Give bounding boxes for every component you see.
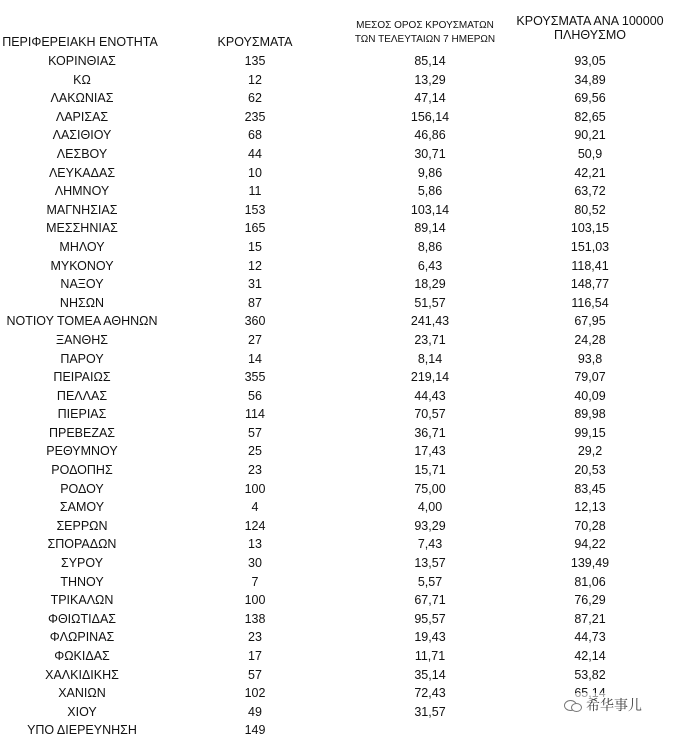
cell-region: ΣΠΟΡΑΔΩΝ xyxy=(47,537,117,552)
table-row xyxy=(0,721,683,740)
cell-cases: 135 xyxy=(244,54,266,68)
table-row xyxy=(0,312,683,331)
watermark xyxy=(560,693,646,717)
cell-region: ΝΑΞΟΥ xyxy=(60,277,104,292)
table-row xyxy=(0,647,683,666)
cell-region: ΚΩ xyxy=(73,72,91,87)
cell-region: ΚΟΡΙΝΘΙΑΣ xyxy=(48,54,116,68)
cell-per100k: 151,03 xyxy=(570,239,610,254)
cell-region: ΛΑΚΩΝΙΑΣ xyxy=(50,91,114,106)
table-row xyxy=(0,405,683,424)
cell-per100k: 70,28 xyxy=(574,518,606,533)
cell-avg: 15,71 xyxy=(414,463,446,478)
table-row xyxy=(0,554,683,573)
cell-region: ΦΘΙΩΤΙΔΑΣ xyxy=(47,611,117,626)
table-row xyxy=(0,461,683,480)
cell-cases: 12 xyxy=(248,258,262,273)
cell-region: ΧΑΝΙΩΝ xyxy=(58,686,106,701)
table-row xyxy=(0,126,683,145)
cell-avg: 8,14 xyxy=(417,351,443,366)
header-per100k-line1: ΚΡΟΥΣΜΑΤΑ ΑΝΑ 100000 xyxy=(516,14,664,28)
table-row xyxy=(0,350,683,369)
table-row xyxy=(0,219,683,238)
cell-cases: 4 xyxy=(251,500,259,515)
cell-per100k: 12,13 xyxy=(574,500,606,515)
cell-avg: 11,71 xyxy=(414,649,446,663)
cell-per100k: 53,82 xyxy=(574,667,606,682)
cell-avg: 93,29 xyxy=(414,518,446,533)
cell-avg: 17,43 xyxy=(414,444,446,459)
table-row xyxy=(0,535,683,554)
cell-per100k: 81,06 xyxy=(574,574,606,589)
table-row xyxy=(0,145,683,164)
cell-region: ΜΗΛΟΥ xyxy=(59,239,105,254)
table-row xyxy=(0,257,683,276)
table-row xyxy=(0,442,683,461)
cell-cases: 87 xyxy=(248,295,262,310)
header-per100k xyxy=(515,14,665,42)
cell-cases: 149 xyxy=(244,723,266,738)
cell-per100k: 29,2 xyxy=(577,444,603,459)
cell-region: ΜΑΓΝΗΣΙΑΣ xyxy=(46,202,118,217)
cell-avg: 5,86 xyxy=(417,184,443,199)
cell-cases: 62 xyxy=(248,91,262,106)
table-row xyxy=(0,666,683,685)
cell-avg: 85,14 xyxy=(414,54,446,68)
cell-avg: 31,57 xyxy=(414,704,446,719)
cell-per100k: 93,05 xyxy=(574,54,606,68)
cell-cases: 153 xyxy=(244,202,266,217)
cell-region: ΜΥΚΟΝΟΥ xyxy=(50,258,114,273)
cell-region: ΣΕΡΡΩΝ xyxy=(56,518,108,533)
header-region: ΠΕΡΙΦΕΡΕΙΑΚΗ ΕΝΟΤΗΤΑ xyxy=(2,35,158,49)
cell-per100k: 80,52 xyxy=(574,202,606,217)
cell-per100k: 24,28 xyxy=(574,332,606,347)
table-row xyxy=(0,201,683,220)
cell-region: ΛΑΡΙΣΑΣ xyxy=(55,109,109,124)
cell-avg: 156,14 xyxy=(410,109,450,124)
cell-cases: 165 xyxy=(244,221,266,236)
cell-per100k: 79,07 xyxy=(574,370,606,385)
cell-avg: 35,14 xyxy=(414,667,446,682)
cell-per100k: 42,14 xyxy=(574,649,606,663)
cell-cases: 10 xyxy=(248,165,262,180)
cell-cases: 114 xyxy=(245,407,265,422)
table-row xyxy=(0,424,683,443)
header-cases: ΚΡΟΥΣΜΑΤΑ xyxy=(217,35,293,49)
cell-per100k: 44,73 xyxy=(574,630,606,645)
cell-cases: 17 xyxy=(248,649,262,663)
cell-cases: 25 xyxy=(248,444,262,459)
cell-region: ΠΑΡΟΥ xyxy=(60,351,104,366)
cell-avg: 51,57 xyxy=(414,295,446,310)
table-body xyxy=(0,52,683,740)
cell-region: ΡΕΘΥΜΝΟΥ xyxy=(46,444,118,459)
cell-cases: 138 xyxy=(244,611,266,626)
cell-cases: 102 xyxy=(244,686,266,701)
cell-cases: 100 xyxy=(244,593,266,608)
cell-region: ΣΑΜΟΥ xyxy=(59,500,105,515)
cell-avg: 219,14 xyxy=(410,370,450,385)
cell-cases: 23 xyxy=(248,463,262,478)
cell-cases: 235 xyxy=(244,109,266,124)
table-row xyxy=(0,108,683,127)
cell-region: ΧΑΛΚΙΔΙΚΗΣ xyxy=(45,667,119,682)
cell-region: ΠΕΛΛΑΣ xyxy=(56,388,108,403)
cell-per100k: 87,21 xyxy=(574,611,606,626)
cell-avg: 4,00 xyxy=(417,500,443,515)
header-avg xyxy=(335,19,515,47)
cell-avg: 5,57 xyxy=(417,574,443,589)
table-row xyxy=(0,164,683,183)
cell-cases: 14 xyxy=(248,351,262,366)
table-row xyxy=(0,573,683,592)
cell-per100k: 148,77 xyxy=(570,277,610,292)
cell-region: ΠΕΙΡΑΙΩΣ xyxy=(53,370,111,385)
cell-cases: 355 xyxy=(244,370,266,385)
cell-per100k: 42,21 xyxy=(574,165,606,180)
cell-avg: 241,43 xyxy=(410,314,450,329)
cell-region: ΛΕΣΒΟΥ xyxy=(56,146,108,161)
cell-avg: 23,71 xyxy=(414,332,446,347)
cell-avg: 13,29 xyxy=(414,72,446,87)
cell-avg: 67,71 xyxy=(414,593,446,608)
cell-avg: 89,14 xyxy=(414,221,446,236)
cell-per100k: 40,09 xyxy=(574,388,606,403)
cell-per100k: 76,29 xyxy=(574,593,606,608)
table-row xyxy=(0,591,683,610)
cell-per100k: 67,95 xyxy=(574,314,606,329)
cell-avg: 6,43 xyxy=(417,258,443,273)
table-row xyxy=(0,182,683,201)
watermark-text: 希华事儿 xyxy=(586,697,642,713)
cell-avg: 46,86 xyxy=(414,128,446,143)
cell-region: ΞΑΝΘΗΣ xyxy=(56,332,108,347)
cell-region: ΠΙΕΡΙΑΣ xyxy=(57,407,107,422)
cell-cases: 7 xyxy=(251,574,259,589)
cell-cases: 15 xyxy=(248,239,262,254)
cell-per100k: 99,15 xyxy=(574,425,606,440)
cell-per100k: 50,9 xyxy=(577,146,603,161)
cell-region: ΛΕΥΚΑΔΑΣ xyxy=(48,165,116,180)
cell-region: ΡΟΔΟΥ xyxy=(60,481,104,496)
cell-per100k: 82,65 xyxy=(574,109,606,124)
cell-per100k: 94,22 xyxy=(574,537,606,552)
cell-cases: 27 xyxy=(248,332,262,347)
cell-avg: 72,43 xyxy=(414,686,446,701)
table-row xyxy=(0,294,683,313)
cell-per100k: 34,89 xyxy=(574,72,606,87)
cell-region: ΥΠΟ ΔΙΕΡΕΥΝΗΣΗ xyxy=(27,723,137,738)
cell-avg: 95,57 xyxy=(414,611,446,626)
cell-cases: 57 xyxy=(248,667,262,682)
table-row xyxy=(0,52,683,71)
cell-region: ΝΟΤΙΟΥ ΤΟΜΕΑ ΑΘΗΝΩΝ xyxy=(6,314,158,329)
cell-avg: 30,71 xyxy=(414,146,446,161)
cell-avg: 70,57 xyxy=(414,407,446,422)
cell-region: ΜΕΣΣΗΝΙΑΣ xyxy=(46,221,118,236)
cell-cases: 56 xyxy=(248,388,262,403)
cell-avg: 75,00 xyxy=(414,481,446,496)
cell-region: ΤΗΝΟΥ xyxy=(60,574,104,589)
table-row xyxy=(0,71,683,90)
cell-cases: 68 xyxy=(248,128,262,143)
table-row xyxy=(0,331,683,350)
cell-avg: 47,14 xyxy=(414,91,446,106)
cell-cases: 360 xyxy=(244,314,266,329)
header-avg-line2: ΤΩΝ ΤΕΛΕΥΤΑΙΩΝ 7 ΗΜΕΡΩΝ xyxy=(354,34,496,45)
table-row xyxy=(0,238,683,257)
cell-per100k: 139,49 xyxy=(570,556,610,571)
cell-per100k: 83,45 xyxy=(574,481,606,496)
cell-per100k: 116,54 xyxy=(571,295,609,310)
table-row xyxy=(0,517,683,536)
header-per100k-line2: ΠΛΗΘΥΣΜΟ xyxy=(554,28,626,42)
table-row xyxy=(0,610,683,629)
cell-cases: 57 xyxy=(248,425,262,440)
cell-cases: 23 xyxy=(248,630,262,645)
cell-cases: 44 xyxy=(248,146,262,161)
cell-region: ΤΡΙΚΑΛΩΝ xyxy=(50,593,114,608)
table-header xyxy=(0,0,683,52)
cell-per100k: 63,72 xyxy=(574,184,606,199)
cell-cases: 31 xyxy=(248,277,262,292)
cell-region: ΦΛΩΡΙΝΑΣ xyxy=(49,630,115,645)
cell-per100k: 20,53 xyxy=(574,463,606,478)
cell-avg: 18,29 xyxy=(414,277,446,292)
cell-per100k: 118,41 xyxy=(571,258,609,273)
cell-region: ΝΗΣΩΝ xyxy=(59,295,105,310)
cell-per100k: 69,56 xyxy=(574,91,606,106)
cell-region: ΠΡΕΒΕΖΑΣ xyxy=(48,425,116,440)
cell-region: ΣΥΡΟΥ xyxy=(60,556,104,571)
cell-avg: 19,43 xyxy=(414,630,446,645)
cell-avg: 36,71 xyxy=(414,425,446,440)
wechat-icon xyxy=(564,698,582,712)
cell-avg: 7,43 xyxy=(417,537,443,552)
table-row xyxy=(0,498,683,517)
cell-per100k: 90,21 xyxy=(574,128,606,143)
cell-region: ΦΩΚΙΔΑΣ xyxy=(54,649,110,663)
cell-cases: 124 xyxy=(244,518,266,533)
table-row xyxy=(0,368,683,387)
cell-region: ΡΟΔΟΠΗΣ xyxy=(51,463,113,478)
cell-avg: 8,86 xyxy=(417,239,443,254)
table-row xyxy=(0,89,683,108)
cell-per100k: 89,98 xyxy=(574,407,606,422)
cell-region: ΛΑΣΙΘΙΟΥ xyxy=(52,128,112,143)
table-row xyxy=(0,275,683,294)
cell-cases: 12 xyxy=(248,72,262,87)
table-row xyxy=(0,628,683,647)
cell-region: ΛΗΜΝΟΥ xyxy=(54,184,110,199)
cell-cases: 49 xyxy=(248,704,262,719)
table-row xyxy=(0,387,683,406)
cell-avg: 44,43 xyxy=(414,388,446,403)
cell-region: ΧΙΟΥ xyxy=(67,704,97,719)
cell-cases: 100 xyxy=(244,481,266,496)
table-row xyxy=(0,480,683,499)
cell-per100k: 103,15 xyxy=(570,221,610,236)
cell-cases: 30 xyxy=(248,556,262,571)
header-avg-line1: ΜΕΣΟΣ ΟΡΟΣ ΚΡΟΥΣΜΑΤΩΝ xyxy=(356,20,494,31)
cell-avg: 103,14 xyxy=(410,202,450,217)
cell-cases: 11 xyxy=(248,184,262,199)
cell-cases: 13 xyxy=(248,537,262,552)
cell-avg: 9,86 xyxy=(417,165,443,180)
cell-avg: 13,57 xyxy=(414,556,446,571)
cell-per100k: 93,8 xyxy=(577,351,603,366)
